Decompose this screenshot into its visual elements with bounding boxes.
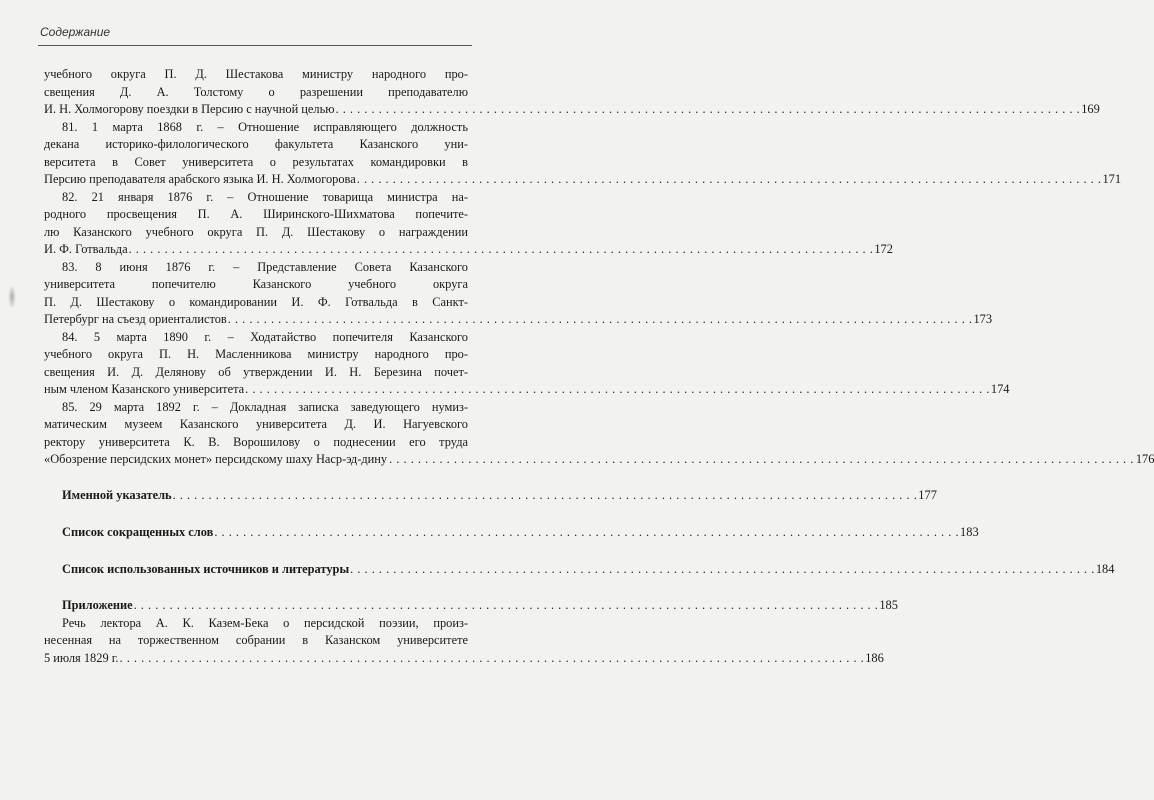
toc-entry — [44, 399, 1154, 469]
section-title: Именной указатель — [62, 487, 172, 502]
entry-first-line: 83. 8 июня 1876 г. – Представление Совета Казанского — [62, 259, 468, 274]
page-number: 183 — [960, 525, 979, 539]
toc-section[interactable] — [44, 561, 1115, 579]
page-number[interactable]: 172 — [874, 242, 893, 256]
page-number[interactable]: 186 — [865, 650, 884, 665]
entry-line: верситета в Совет университета о результатах командировки в — [44, 154, 468, 169]
entry-last-line: ным членом Казанского университета — [44, 382, 245, 396]
toc-entry — [44, 329, 1010, 399]
toc-entry — [44, 189, 893, 259]
entry-line: П. Д. Шестакову о командировании И. Ф. Готвальда в Санкт- — [44, 294, 468, 309]
dot-leader — [129, 241, 874, 259]
entry-last-line: И. Н. Холмогорову поездки в Персию с научной целью — [44, 102, 335, 116]
page-number[interactable]: 169 — [1081, 102, 1100, 116]
entry-line: несенная на торжественном собрании в Казанском университете — [44, 633, 468, 647]
entry-last-line: 5 июля 1829 г. — [44, 650, 119, 665]
toc-entry — [44, 66, 1100, 119]
entry-line: лю Казанского учебного округа П. Д. Шестакову о награждении — [44, 224, 468, 239]
appendix-entry — [44, 615, 884, 668]
toc-entry — [44, 119, 1122, 189]
toc-section[interactable] — [44, 597, 898, 615]
entry-line: матическим музеем Казанского университета Д. И. Нагуевского — [44, 417, 468, 431]
page-number[interactable]: 174 — [990, 382, 1010, 396]
dot-leader — [120, 650, 865, 668]
entry-line: учебного округа П. Д. Шестакова министру народного про- — [44, 67, 468, 81]
toc-section[interactable] — [44, 524, 979, 542]
entry-line: свещения Д. А. Толстому о разрешении преподавателю — [44, 84, 468, 99]
dot-leader — [228, 311, 973, 329]
dot-leader — [245, 381, 990, 399]
toc-section[interactable] — [44, 487, 937, 505]
page-number: 177 — [918, 487, 937, 502]
page-number[interactable]: 173 — [973, 312, 993, 326]
entry-last-line: И. Ф. Готвальда — [44, 242, 128, 256]
entry-line: университета попечителю Казанского учебного округа — [44, 277, 468, 291]
section-title: Приложение — [62, 598, 133, 612]
dot-leader — [389, 451, 1134, 469]
entry-last-line: Петербург на съезд ориенталистов — [44, 312, 227, 326]
entry-first-line: 85. 29 марта 1892 г. – Докладная записка заведующего нумиз- — [62, 399, 468, 414]
table-of-contents — [44, 66, 1154, 667]
entry-line: Речь лектора А. К. Казем-Бека о персидской поэзии, произ- — [62, 615, 468, 630]
dot-leader — [350, 561, 1095, 579]
dot-leader — [173, 487, 918, 505]
page-number[interactable]: 176 — [1135, 452, 1154, 466]
running-title: Содержание — [40, 25, 111, 39]
entry-first-line: 81. 1 марта 1868 г. – Отношение исправляющего должность — [62, 119, 468, 134]
entry-line: родного просвещения П. А. Ширинского-Шихматова попечите- — [44, 207, 468, 221]
toc-entry — [44, 259, 993, 329]
page-number: 185 — [879, 598, 898, 612]
section-title: Список использованных источников и литературы — [62, 561, 350, 576]
entry-line: ректору университета К. В. Ворошилову о поднесении его труда — [44, 434, 468, 449]
entry-line: декана историко-филологического факультета Казанского уни- — [44, 137, 468, 151]
entry-last-line: «Обозрение персидских монет» персидскому шаху Наср-эд-дину — [44, 452, 388, 466]
scan-smudge — [8, 285, 16, 309]
dot-leader — [357, 171, 1102, 189]
page-number[interactable]: 171 — [1102, 172, 1122, 186]
entry-line: свещения И. Д. Делянову об утверждении И. Н. Березина почет- — [44, 364, 468, 379]
section-title: Список сокращенных слов — [62, 525, 214, 539]
entry-last-line: Персию преподавателя арабского языка И. Н. Холмогорова — [44, 172, 356, 186]
dot-leader — [134, 597, 879, 615]
entry-line: учебного округа П. Н. Масленникова министру народного про- — [44, 347, 468, 361]
entry-first-line: 82. 21 января 1876 г. – Отношение товарища министра на- — [62, 189, 468, 204]
dot-leader — [214, 524, 959, 542]
dot-leader — [336, 101, 1081, 119]
page-number: 184 — [1095, 561, 1115, 576]
header-rule — [38, 45, 472, 46]
entry-first-line: 84. 5 марта 1890 г. – Ходатайство попечителя Казанского — [62, 329, 468, 344]
